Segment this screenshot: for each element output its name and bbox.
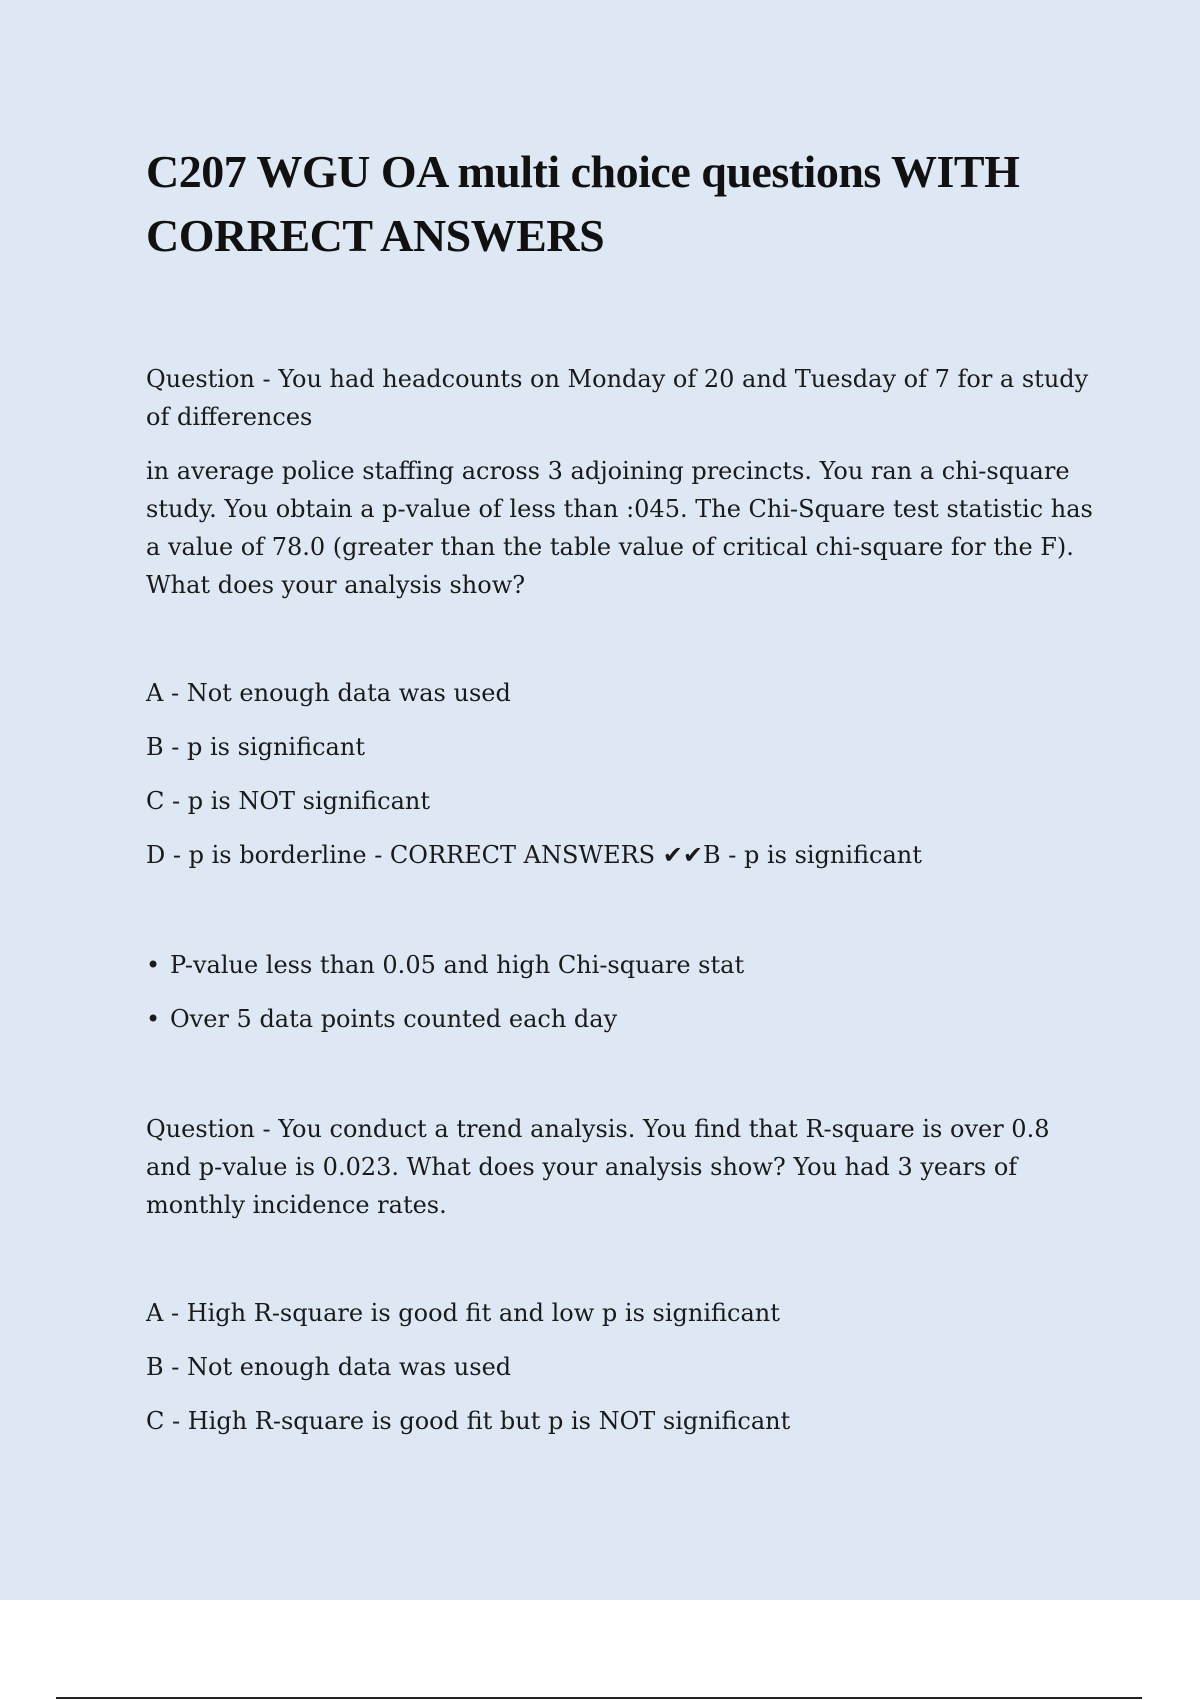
document-title: C207 WGU OA multi choice questions WITH CORRECT ANSWERS [146, 146, 1020, 261]
question-1-options [146, 674, 1096, 874]
bullet-dot-icon: • [146, 1005, 161, 1033]
explanation-bullet [146, 1000, 1096, 1038]
question-1-body: in average police staffing across 3 adjoining precincts. You ran a chi-square study. You obtain a p-value of less than :045. The Chi-Square test statistic has a value of 78.0 (greater than the table value of critical chi-square for the F). What does your analysis show? [146, 457, 1093, 599]
question-2-option-b: B - Not enough data was used [146, 1353, 512, 1381]
question-2-options [146, 1294, 1096, 1440]
question-1-option-d-answer: D - p is borderline - CORRECT ANSWERS ✔✔B - p is significant [146, 841, 922, 869]
question-2-text: Question - You conduct a trend analysis. You find that R-square is over 0.8 and p-value is 0.023. What does your analysis show? You had 3 years of monthly incidence rates. [146, 1115, 1050, 1219]
document-body [146, 140, 1096, 1456]
footer-divider [56, 1697, 1142, 1699]
explanation-text: P-value less than 0.05 and high Chi-square stat [170, 951, 745, 979]
explanation-text: Over 5 data points counted each day [170, 1005, 618, 1033]
question-1-intro: Question - You had headcounts on Monday of 20 and Tuesday of 7 for a study of differences [146, 365, 1089, 431]
question-1-option-a: A - Not enough data was used [146, 679, 511, 707]
bullet-dot-icon: • [146, 951, 161, 979]
question-2-option-c: C - High R-square is good fit but p is NOT significant [146, 1407, 791, 1435]
question-2-option-a: A - High R-square is good fit and low p is significant [146, 1299, 780, 1327]
question-1-option-b: B - p is significant [146, 733, 365, 761]
explanation-bullet [146, 946, 1096, 984]
question-1-option-c: C - p is NOT significant [146, 787, 431, 815]
question-1-explanation-list [146, 946, 1096, 1038]
